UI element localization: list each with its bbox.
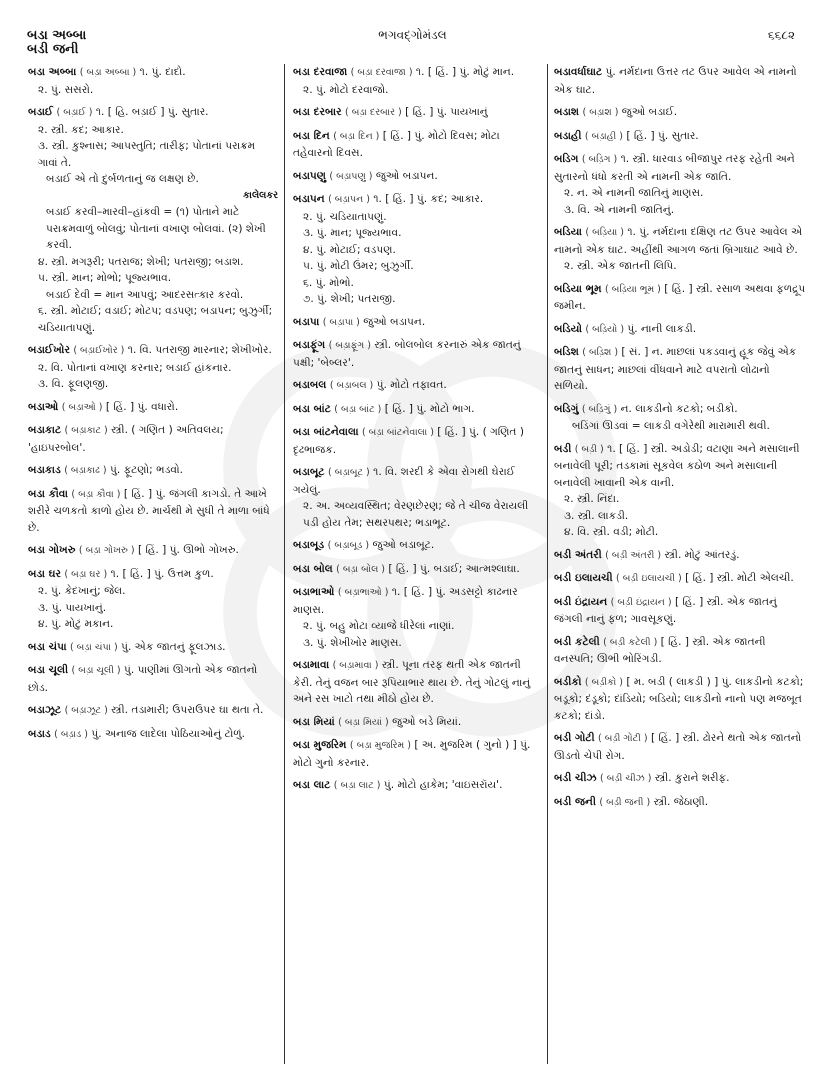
- dictionary-entry: [28, 422, 278, 456]
- definition-text: [ હિં. ] સ્ત્રી. ઢોરને થતો એક જાતનો ઊડતો ચેપી રોગ.: [554, 732, 802, 762]
- pronunciation: ( બડ઼ા ચૂલી ): [71, 665, 121, 676]
- pronunciation: ( બડ઼ાભાઓ ): [337, 587, 389, 598]
- pronunciation: ( બડ઼ા કૌવા ): [71, 488, 121, 500]
- definition-sense: બડાઈ એ તો દુર્બળતાનું જ લક્ષણ છે.: [46, 173, 199, 185]
- pronunciation: ( બડ઼ાપન ): [328, 194, 370, 205]
- pronunciation: ( બડ઼ાકાઢ ): [64, 465, 107, 476]
- definition-sense: ૩. પું. પાયખાનું.: [38, 601, 107, 614]
- definition-sense: બડાઈ કરવી–મારવી–હાંકવી = (૧) પોતાને માટે પરાક્રમવાળું બોલવું; પોતાનાં વખાણ બોલવાં. (૨) શેખી કરવી.: [46, 206, 266, 251]
- definition-text: જુઓ બડાપન.: [375, 169, 438, 182]
- headword: બડા દરવાજા: [293, 66, 348, 78]
- headword: બડિશ: [554, 346, 579, 358]
- headword: બડી અંતરી: [554, 548, 602, 561]
- definition-text: જુઓ બડાબૂટ.: [372, 539, 435, 551]
- headword: બડામાવા: [293, 659, 330, 671]
- headword: બડાવર્ધાઘાટ: [554, 66, 603, 78]
- definition-text: [ હિં. ] પું. સુતાર.: [626, 129, 699, 142]
- dictionary-entry: [554, 104, 806, 122]
- pronunciation: ( બડ઼ાઈ ): [56, 107, 93, 118]
- definition-text: ૧. [ હિં. ] સ્ત્રી. અડોડી; વટાણા અને મસાલાની બનાવેલી પૂરી; તડકામાં સૂકવેલ કઠોળ અને મસાલાની બનાવેલી ખાવાની એક વાની.: [554, 442, 800, 489]
- pronunciation: ( બડ઼િયા ): [585, 227, 624, 238]
- pronunciation: ( બડ઼ામાવા ): [332, 660, 379, 671]
- definition-sense: બડિંગાં ઊડવાં = લાકડી વગેરેથી મારામારી થવી.: [572, 420, 770, 432]
- dictionary-entry: [554, 794, 806, 812]
- pronunciation: ( બડ઼ા બોલ ): [336, 563, 385, 575]
- headword: બડા અબ્બા: [28, 66, 77, 78]
- definition-text: પું. પાણીમાં ઊગતો એક જાતનો છોડ.: [28, 664, 258, 694]
- dictionary-entry: [28, 566, 278, 633]
- pronunciation: ( બડ઼િગું ): [581, 403, 618, 415]
- definition-text: પું. એક જાતનું ફૂલઝાડ.: [121, 640, 226, 653]
- column-left: [22, 64, 284, 1064]
- pronunciation: ( બડ઼ા બાંટનેવાલા ): [361, 427, 434, 438]
- column-right: [548, 64, 812, 1064]
- pronunciation: ( બડ઼ી જની ): [599, 796, 651, 808]
- pronunciation: ( બડ઼ી કટેલી ): [603, 636, 658, 648]
- definition-text: ૧. પું. દાદો.: [139, 66, 186, 78]
- definition-sense: ૨. પું. મોટો દરવાજો.: [303, 83, 389, 96]
- dictionary-entry: [293, 337, 539, 371]
- headword: બડા ઘર: [28, 567, 62, 580]
- headword: બડી ઇંદ્રાયન: [554, 595, 608, 608]
- pronunciation: ( બડ઼ી ગોટી ): [598, 733, 648, 744]
- headword: બડાભાઓ: [293, 586, 335, 598]
- definition-sense: ૨. વિ. પોતાનાં વખાણ કરનાર; બડાઈ હાંકનાર.: [38, 361, 232, 374]
- definition-text: પું. અનાજ લાદેલા પોઠિયાઓનું ટોળું.: [91, 727, 246, 740]
- pronunciation: ( બડ઼િયા ભૂમ ): [605, 283, 661, 295]
- dictionary-entry: [293, 128, 539, 162]
- definition-text: સ્ત્રી. તડામારી; ઉપરાઉપર ઘા થતા તે.: [111, 704, 264, 716]
- definition-sense: ૪. પું. મોટાઈ; વડપણ.: [303, 243, 396, 256]
- headword: બડા ચૂલી: [28, 664, 69, 676]
- headword: બડી જની: [554, 795, 596, 808]
- definition-text: ૧. વિ. પતરાજી મારનાર; શેખીખોર.: [127, 344, 272, 356]
- headword: બડાકાટ: [28, 424, 62, 436]
- dictionary-entry: [293, 777, 539, 795]
- dictionary-entry: [293, 714, 539, 732]
- dictionary-entry: [28, 399, 278, 417]
- dictionary-entry: [293, 424, 539, 458]
- dictionary-entry: [28, 542, 278, 560]
- headword: બડા દરબાર: [293, 106, 342, 118]
- headword: બડા બોલ: [293, 562, 333, 575]
- pronunciation: ( બડ઼િયો ): [585, 323, 625, 335]
- definition-text: પું. મોટો તફાવત.: [376, 379, 447, 391]
- citation: કાલેલકર: [242, 189, 278, 201]
- definition-sense: ૨. સ્ત્રી. નિંદા.: [564, 493, 620, 505]
- definition-text: [ હિં. ] પું. જંગલી કાગડો. તે આખે શરીરે ચળકતો કાળો હોય છે. માર્ચથી મે સુધી તે માળા બાંધે છે.: [28, 487, 270, 534]
- headword: બડાશ: [554, 106, 580, 118]
- definition-text: [ હિં. ] સ્ત્રી. મોટી એલચી.: [685, 572, 794, 584]
- guide-word-last: બડી જની: [27, 42, 79, 57]
- headword: બડાફૂંગ: [293, 339, 326, 351]
- pronunciation: ( બડ઼ી ઇંદ્રાયન ): [610, 596, 672, 608]
- definition-sense: ૨. પું. કેદખાનું; જેલ.: [38, 585, 126, 597]
- pronunciation: ( બડ઼િશ ): [582, 347, 619, 358]
- dictionary-entry: [554, 344, 806, 395]
- pronunciation: ( બડ઼ીકો ): [584, 676, 623, 688]
- dictionary-entry: [554, 770, 806, 788]
- running-title: ભગવદ્ગોમંડલ: [378, 28, 447, 42]
- headword: બડા બાંટનેવાલા: [293, 426, 359, 438]
- pronunciation: ( બડ઼ાઈખોર ): [73, 345, 125, 356]
- pronunciation: ( બડ઼ાઝૂટ ): [64, 705, 108, 716]
- pronunciation: ( બડ઼ા બાંટ ): [334, 403, 382, 415]
- definition-sense: ૪. સ્ત્રી. મગરૂરી; પતરાજ; શેખી; પતરાજી; બડાશ.: [38, 255, 244, 268]
- definition-sense: ૩. સ્ત્રી. લાકડી.: [564, 509, 629, 522]
- pronunciation: ( બડ઼ાઓ ): [61, 401, 103, 413]
- definition-text: સ્ત્રી. મોટું આંતરડું.: [664, 548, 740, 561]
- dictionary-entry: [293, 64, 539, 98]
- definition-text: [ હિં. ] પું. બડાઈ; આત્મશ્લાઘા.: [388, 562, 520, 575]
- dictionary-entry: [554, 730, 806, 764]
- pronunciation: ( બડ઼ા દરવાજા ): [350, 67, 413, 78]
- definition-text: પું. ફૂટણો; ભડવો.: [109, 464, 184, 476]
- pronunciation: ( બડ઼ા ઘર ): [64, 568, 108, 580]
- pronunciation: ( બડ઼ાબલ ): [329, 380, 374, 391]
- dictionary-entry: [554, 151, 806, 218]
- definition-text: પું. મોટો હાકેમ; 'વાઇસરૉય'.: [383, 779, 503, 791]
- definition-sense: ૩. વિ. ફૂલણજી.: [38, 378, 109, 390]
- headword: બડાકાડ: [28, 464, 61, 476]
- pronunciation: ( બડ઼ાડ ): [54, 728, 88, 740]
- definition-text: જુઓ બડાપન.: [363, 315, 426, 328]
- pronunciation: ( બડ઼ી ઇલાયચી ): [616, 573, 682, 584]
- definition-text: સ્ત્રી. જેઠાણી.: [653, 795, 709, 808]
- dictionary-entry: [28, 104, 278, 336]
- dictionary-entry: [293, 377, 539, 395]
- headword: બડાઈ: [28, 106, 54, 118]
- definition-text: જુઓ બડાઈ.: [621, 106, 678, 118]
- headword: બડાઈખોર: [28, 344, 70, 356]
- headword: બડાહી: [554, 129, 582, 142]
- pronunciation: ( બડ઼ા દિન ): [333, 130, 380, 142]
- definition-sense: ૩. વિ. એ નામની જાતિનું.: [564, 203, 675, 216]
- definition-sense: ૩. સ્ત્રી. કુશ્નાસ; આપસ્તુતિ; તારીફ; પોતાનાં પરાક્રમ ગાવાં તે.: [38, 140, 256, 169]
- pronunciation: ( બડ઼ાપણુ ): [329, 170, 373, 182]
- definition-text: [ હિં. ] સ્ત્રી. રસાળ અથવા ફળદ્રૂપ જમીન.: [554, 282, 806, 312]
- dictionary-entry: [293, 168, 539, 186]
- headword: બડા લાટ: [293, 779, 331, 791]
- column-middle: [284, 64, 548, 1064]
- headword: બડિગું: [554, 402, 579, 415]
- definition-text: સ્ત્રી. કુરાને શરીફ.: [654, 772, 730, 784]
- headword: બડા બાંટ: [293, 402, 331, 415]
- definition-sense: ૫. પું. મોટી ઉંમર; બુઝુર્ગી.: [303, 260, 414, 272]
- pronunciation: ( બડ઼ાપા ): [322, 316, 360, 328]
- dictionary-entry: [554, 634, 806, 668]
- definition-text: [ હિં. ] સ્ત્રી. એક જાતની વનસ્પતિ; ઊભી ભોરિંગડી.: [554, 635, 766, 665]
- dictionary-entry: [554, 401, 806, 435]
- dictionary-entry: [554, 281, 806, 315]
- headword: બડિગ: [554, 153, 579, 165]
- headword: બડા મુજરિમ: [293, 739, 347, 751]
- pronunciation: ( બડ઼ી અંતરી ): [605, 549, 662, 561]
- dictionary-entry: [293, 401, 539, 419]
- definition-text: ૧. સ્ત્રી. ધારવાડ બીજાપુર તરફ રહેતી અને સુતારનો ધંધો કરતી એ નામની એક જાતિ.: [554, 153, 795, 183]
- definition-sense: ૬. સ્ત્રી. મોટાઈ; વડાઈ; મોટપ; વડપણ; બડાપન; બુઝુર્ગી; ચડિયાતાપણું.: [38, 305, 273, 334]
- definition-sense: ૩. પું. શેખીખોર માણસ.: [303, 636, 402, 649]
- definition-sense: ૨. પું. સસરો.: [38, 83, 94, 96]
- definition-sense: ૨. પું. ચડિયાતાપણું.: [303, 210, 387, 223]
- pronunciation: ( બડ઼ાહી ): [584, 130, 623, 142]
- page-header: [0, 0, 825, 58]
- pronunciation: ( બડ઼ા દરબાર ): [344, 107, 402, 118]
- definition-text: [ હિં. ] પું. મોટો ભાગ.: [384, 402, 475, 415]
- dictionary-entry: [28, 702, 278, 720]
- definition-text: [ હિં. ] સ્ત્રી. એક જાતનું જંગલી નાનું ફળ; ગાવસૂકણું.: [554, 595, 777, 625]
- definition-text: ૧. પું. નર્મદાના દક્ષિણ તટ ઉપર આવેલ એ નામનો એક ઘાટ. અહીંથી આગળ જતાં બ્રિગાઘાટ આવે છે.: [554, 226, 803, 256]
- pronunciation: ( બડ઼ાફૂંગ ): [328, 340, 371, 351]
- headword: બડાઝૂટ: [28, 704, 62, 716]
- pronunciation: ( બડ઼ા ગોખરુ ): [78, 545, 135, 556]
- pronunciation: ( બડ઼ા મુજરિમ ): [349, 740, 411, 751]
- definition-text: સ્ત્રી. પૂના તરફ થતી એક જાતની કેરી. તેનું વજન બાર રૂપિયાભાર થાય છે. તેનું ગોટલું નાનું અને રસ ખાટો તથા મીઠો હોય છે.: [293, 659, 531, 705]
- pronunciation: ( બડ઼ાશ ): [582, 107, 619, 118]
- headword: બડી: [554, 442, 572, 455]
- definition-text: ૧. વિ. શરદી કે એવા રોગથી ઘેરાઈ ગયેલું.: [293, 466, 515, 496]
- definition-sense: ૨. પું. બહુ મોટા વ્યાજે ધીરેલાં નાણાં.: [303, 620, 455, 632]
- definition-sense: ૨. સ્ત્રી. એક જાતની લિપિ.: [564, 260, 677, 272]
- definition-sense: બડાઈ દેવી = માન આપવું; આદરસત્કાર કરવો.: [46, 288, 244, 301]
- headword: બડા કૌવા: [28, 487, 69, 500]
- headword: બડાઓ: [28, 400, 59, 413]
- definition-text: [ હિં. ] પું. વધારો.: [105, 400, 179, 413]
- definition-text: [ હિં. ] પું. ઊભો ગોખરુ.: [137, 544, 239, 556]
- dictionary-entry: [293, 191, 539, 308]
- headword: બડાબૂટ: [293, 466, 325, 478]
- dictionary-entry: [293, 537, 539, 555]
- definition-sense: ૪. વિ. સ્ત્રી. વડી; મોટી.: [564, 526, 659, 538]
- definition-sense: ૨. અ. અવ્યવસ્થિત; વેરણછેરણ; જે તે ચીજ વેરાયલી પડી હોય તેમ; સથરપથર; ભડાભૂટ.: [303, 500, 529, 529]
- headword: બડાપા: [293, 315, 320, 328]
- headword: બડા દિન: [293, 129, 330, 142]
- dictionary-entry: [28, 662, 278, 696]
- dictionary-entry: [293, 561, 539, 579]
- pronunciation: ( બડ઼ી ): [574, 443, 604, 455]
- definition-text: સ્ત્રી. ( ગણિત ) અતિવલય; 'હાઇપરબોલ'.: [28, 424, 224, 454]
- definition-sense: ૪. પું. મોટું મકાન.: [38, 618, 114, 630]
- definition-text: પું. નાની લાકડી.: [627, 322, 697, 335]
- pronunciation: ( બડ઼િગ ): [581, 154, 618, 165]
- pronunciation: ( બડ઼ા લાટ ): [333, 780, 381, 791]
- headword: બડી કટેલી: [554, 635, 600, 648]
- headword: બડાબલ: [293, 379, 327, 391]
- pronunciation: ( બડ઼ાબૂટ ): [327, 467, 370, 478]
- dictionary-entry: [554, 224, 806, 275]
- definition-text: ૧. [ હિં. ] પું. મોટું માન.: [415, 66, 515, 78]
- headword: બડાડ: [28, 727, 51, 740]
- definition-sense: ૨. ન. એ નામની જાતિનું માણસ.: [564, 187, 704, 199]
- headword: બડી ઇલાયચી: [554, 572, 613, 584]
- definition-text: [ સં. ] ન. માછલાં પકડવાનું હૂક જેવું એક જાતનું સાધન; માછલાં વીંધવાને માટે વપરાતો લોઢાનો સળિયો.: [554, 346, 797, 392]
- dictionary-entry: [554, 674, 806, 725]
- definition-sense: ૨. સ્ત્રી. કદ; આકાર.: [38, 123, 124, 136]
- pronunciation: ( બડ઼ાકાટ ): [64, 425, 108, 436]
- dictionary-entry: [28, 486, 278, 537]
- definition-text: [ અ. મુજરિમ ( ગુનો ) ] પું. મોટો ગુનો કરનાર.: [293, 739, 531, 769]
- guide-word-first: બડા અબ્બા: [27, 28, 87, 43]
- definition-text: [ હિં. ] પું. મોટો દિવસ; મોટા તહેવારનો દિવસ.: [293, 129, 500, 159]
- definition-text: પું. નર્મદાના ઉત્તર તટ ઉપર આવેલ એ નામનો એક ઘાટ.: [554, 66, 797, 96]
- headword: બડા મિયાં: [293, 715, 335, 728]
- dictionary-entry: [554, 128, 806, 146]
- dictionary-entry: [293, 584, 539, 651]
- headword: બડીકો: [554, 675, 582, 688]
- dictionary-entry: [293, 314, 539, 332]
- definition-text: [ મ. બડી ( લાકડી ) ] પું. લાકડીનો કટકો; બડૂકો; દંડૂકો; દાંડિયો; બડિયો; લાકડીનો નાનો પણ મજબૂત કટકો; દાંડો.: [554, 675, 804, 722]
- dictionary-entry: [554, 547, 806, 565]
- dictionary-entry: [28, 64, 278, 98]
- definition-sense: ૭. પું. શેખી; પતરાજી.: [303, 293, 396, 305]
- page-number: ૬૬૮૨: [767, 28, 795, 42]
- dictionary-entry: [293, 464, 539, 531]
- definition-text: ૧. [ હિં. ] પું. કદ; આકાર.: [373, 193, 484, 205]
- headword: બડાપન: [293, 193, 325, 205]
- dictionary-entry: [554, 321, 806, 339]
- definition-text: ૧. [ હિ. બડ઼ાઈ ] પું. સુતાર.: [95, 106, 209, 118]
- dictionary-columns: [22, 64, 812, 1064]
- pronunciation: ( બડ઼ાબૂડ ): [327, 540, 370, 551]
- dictionary-entry: [28, 342, 278, 393]
- definition-sense: ૫. સ્ત્રી. માન; મોભો; પૂજ્યભાવ.: [38, 272, 172, 284]
- headword: બડાપણુ: [293, 169, 327, 182]
- headword: બડિયો: [554, 322, 583, 335]
- dictionary-entry: [28, 639, 278, 657]
- definition-text: ન. લાકડીનો કટકો; બડીકો.: [620, 402, 738, 415]
- definition-text: ૧. [ હિં. ] પું. ઉત્તમ કુળ.: [110, 567, 214, 580]
- definition-sense: ૬. પું. મોભો.: [303, 276, 354, 289]
- dictionary-entry: [293, 657, 539, 708]
- headword: બડાબૂડ: [293, 539, 325, 551]
- definition-text: સ્ત્રી. બોલબોલ કરનારું એક જાતનું પક્ષી; 'બેબ્લર'.: [293, 339, 521, 369]
- dictionary-entry: [554, 64, 806, 98]
- headword: બડી ચીઝ: [554, 772, 597, 784]
- pronunciation: ( બડ઼ા મિયાં ): [338, 716, 389, 728]
- definition-text: જુઓ બડે મિયાં.: [392, 715, 462, 728]
- headword: બડિયા ભૂમ: [554, 282, 602, 295]
- dictionary-entry: [554, 570, 806, 588]
- definition-text: [ હિં. ] પું. ( ગણિત ) દૃઢભાજક.: [293, 426, 524, 456]
- headword: બડા ગોખરુ: [28, 544, 76, 556]
- pronunciation: ( બડ઼ા ચંપા ): [69, 641, 118, 653]
- pronunciation: ( બડ઼ા અબ્બા ): [79, 67, 137, 78]
- pronunciation: ( બડ઼ી ચીઝ ): [600, 773, 652, 784]
- definition-text: ૧. [ હિં. ] પું. અડસટ્ટો કાઢનાર માણસ.: [293, 586, 518, 616]
- headword: બડિયા: [554, 226, 582, 238]
- dictionary-entry: [28, 462, 278, 480]
- headword: બડા ચંપા: [28, 640, 67, 653]
- dictionary-entry: [293, 104, 539, 122]
- headword: બડી ગોટી: [554, 732, 595, 744]
- definition-text: [ હિં. ] પું. પાયખાનું: [405, 106, 488, 118]
- definition-sense: ૩. પું. માન; પૂજ્યભાવ.: [303, 227, 402, 239]
- dictionary-entry: [554, 441, 806, 541]
- dictionary-entry: [293, 737, 539, 771]
- dictionary-entry: [554, 594, 806, 628]
- dictionary-entry: [28, 726, 278, 744]
